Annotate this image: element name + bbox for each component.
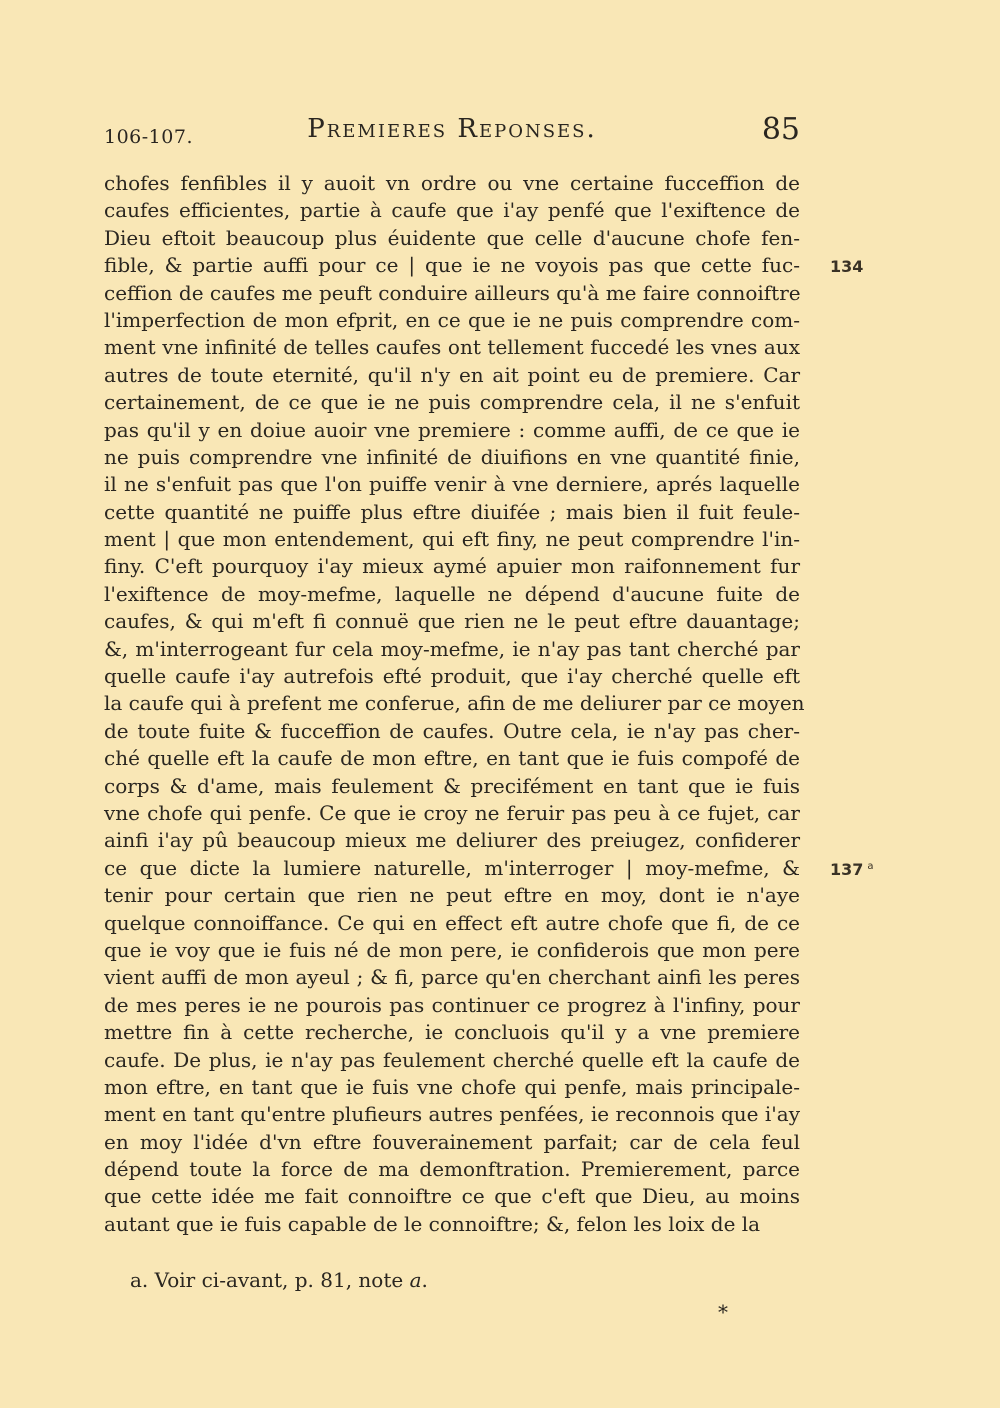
text-line: de mes peres ie ne pourois pas continuer ce progrez à l'infiny, pour	[104, 992, 800, 1017]
running-title: Premieres Reponses.	[307, 114, 597, 144]
text-line: ché quelle eft la caufe de mon eftre, en tant que ie fuis compofé de	[104, 746, 800, 771]
text-line: chofes fenfibles il y auoit vn ordre ou vne certaine fucceffion de	[104, 171, 800, 195]
text-line: quelque connoiffance. Ce qui en effect eft autre chofe que fi, de ce	[104, 910, 800, 935]
margin-reference-note: a	[867, 860, 874, 872]
margin-reference-number: 137	[830, 860, 864, 879]
text-line: ainfi i'ay pû beaucoup mieux me deliurer des preiugez, confiderer	[104, 828, 800, 853]
running-head	[104, 112, 800, 156]
text-line: que ie voy que ie fuis né de mon pere, ie confiderois que mon pere	[104, 937, 800, 962]
text-line: ceffion de caufes me peuft conduire ailleurs qu'à me faire connoiftre	[104, 280, 801, 305]
text-line: l'imperfection de mon efprit, en ce que ie ne puis comprendre com-	[104, 307, 800, 332]
text-line: corps & d'ame, mais feulement & precifément en tant que ie fuis	[104, 773, 800, 798]
text-line: finy. C'eft pourquoy i'ay mieux aymé apuier mon raifonnement fur	[104, 554, 800, 579]
margin-reference	[830, 860, 874, 879]
text-line: certainement, de ce que ie ne puis comprendre cela, il ne s'enfuit	[104, 390, 800, 415]
text-line: &, m'interrogeant fur cela moy-mefme, ie n'ay pas tant cherché par	[104, 636, 800, 661]
text-line: l'exiftence de moy-mefme, laquelle ne dépend d'aucune fuite de	[104, 581, 800, 606]
text-line: caufe. De plus, ie n'ay pas feulement cherché quelle eft la caufe de	[104, 1047, 800, 1072]
margin-reference-number: 134	[830, 257, 864, 276]
text-line: ne puis comprendre vne infinité de diuifions en vne quantité finie,	[104, 444, 800, 469]
text-line: vne chofe qui penfe. Ce que ie croy ne feruir pas peu à ce fujet, car	[104, 800, 800, 825]
text-line: mon eftre, en tant que ie fuis vne chofe qui penfe, mais principale-	[104, 1074, 800, 1099]
footnote-text: a. Voir ci-avant, p. 81, note	[130, 1268, 404, 1292]
footnote-note-letter: a	[409, 1268, 422, 1292]
text-line: ce que dicte la lumiere naturelle, m'interroger | moy-mefme, &	[104, 855, 800, 880]
text-line: ment vne infinité de telles caufes ont tellement fuccedé les vnes aux	[104, 335, 800, 360]
text-line: de toute fuite & fucceffion de caufes. Outre cela, ie n'ay pas cher-	[104, 718, 800, 743]
footnote-end: .	[421, 1268, 428, 1292]
footnote	[130, 1268, 428, 1292]
text-line: vient auffi de mon ayeul ; & fi, parce qu'en cherchant ainfi les peres	[104, 965, 800, 990]
text-line: dépend toute la force de ma demonftration. Premierement, parce	[104, 1157, 800, 1182]
text-line: pas qu'il y en doiue auoir vne premiere : comme auffi, de ce que ie	[104, 417, 800, 442]
text-line: caufes efficientes, partie à caufe que i'ay penfé que l'exiftence de	[104, 198, 800, 223]
text-line: quelle caufe i'ay autrefois efté produit, que i'ay cherché quelle eft	[104, 664, 800, 689]
text-line: fible, & partie auffi pour ce | que ie ne voyois pas que cette fuc-	[104, 253, 800, 278]
page-number: 85	[761, 112, 800, 147]
text-line: que cette idée me fait connoiftre ce que c'eft que Dieu, au moins	[104, 1184, 800, 1209]
text-line: en moy l'idée d'vn eftre fouverainement parfait; car de cela feul	[104, 1129, 800, 1154]
text-line: il ne s'enfuit pas que l'on puiffe venir à vne derniere, aprés laquelle	[104, 472, 800, 497]
text-line: tenir pour certain que rien ne peut eftre en moy, dont ie n'aye	[104, 883, 800, 908]
page-range: 106-107.	[104, 126, 193, 148]
text-line: autant que ie fuis capable de le connoiftre; &, felon les loix de la	[104, 1211, 761, 1236]
text-line: la caufe qui à prefent me conferue, afin de me deliurer par ce moyen	[104, 691, 805, 716]
text-line: cette quantité ne puiffe plus eftre diuifée ; mais bien il fuit feule-	[104, 499, 800, 524]
signature-mark: *	[718, 1300, 728, 1324]
margin-reference	[830, 257, 863, 276]
text-line: ment | que mon entendement, qui eft finy, ne peut comprendre l'in-	[104, 527, 800, 552]
text-line: ment en tant qu'entre plufieurs autres penfées, ie reconnois que i'ay	[104, 1102, 800, 1127]
text-line: caufes, & qui m'eft fi connuë que rien ne le peut eftre dauantage;	[104, 609, 800, 634]
text-line: mettre fin à cette recherche, ie concluois qu'il y a vne premiere	[104, 1020, 800, 1045]
body-text	[104, 170, 805, 1238]
text-line: Dieu eftoit beaucoup plus éuidente que celle d'aucune chofe fen-	[104, 225, 800, 250]
text-line: autres de toute eternité, qu'il n'y en ait point eu de premiere. Car	[104, 362, 800, 387]
